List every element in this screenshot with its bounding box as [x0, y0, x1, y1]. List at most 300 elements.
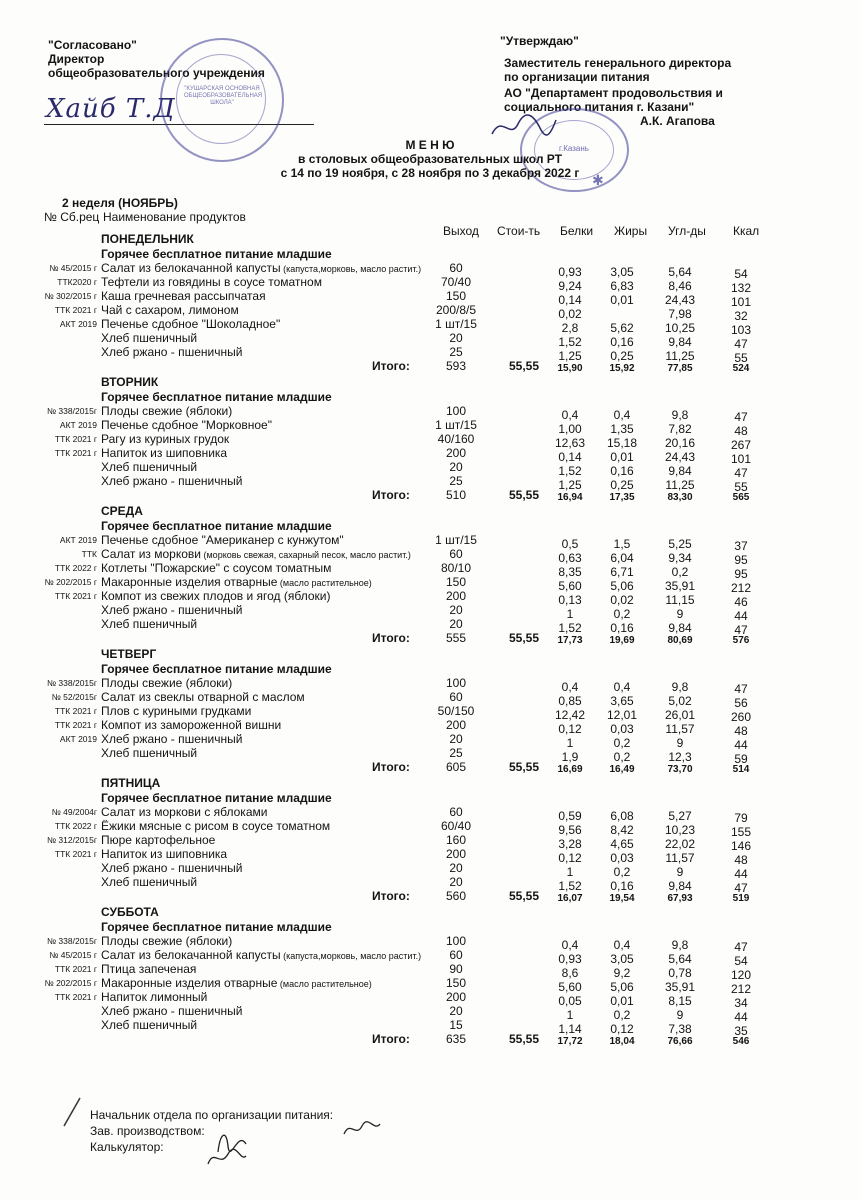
dish-note: (капуста,морковь, масло растит.) [280, 264, 422, 274]
portion-out: 20 [449, 603, 463, 617]
recipe-ref: № 45/2015 г [49, 263, 97, 273]
kcal-value: 212 [730, 581, 752, 595]
recipe-ref: ТТК 2021 г [54, 849, 97, 859]
fats-value: 5,06 [610, 980, 634, 994]
approval-left-role: Директор [48, 52, 105, 66]
carbs-value: 9,84 [668, 879, 692, 893]
day-row [0, 647, 860, 661]
fats-value: 0,2 [613, 750, 631, 764]
fats-value: 15,18 [606, 436, 638, 450]
dish-name [101, 704, 251, 719]
footer-signature-1-icon [340, 1116, 384, 1142]
footer-signature-3-icon [204, 1144, 250, 1172]
recipe-ref: ТТК 2021 г [54, 720, 97, 730]
carbs-value: 9,84 [668, 335, 692, 349]
dish-name-text: Чай с сахаром, лимоном [101, 303, 239, 317]
portion-out: 25 [449, 345, 463, 359]
dish-name-text: Салат из моркови [101, 547, 201, 561]
dish-name-text: Напиток из шиповника [101, 446, 228, 460]
total-kcal: 519 [732, 893, 750, 904]
fats-value: 0,01 [610, 293, 634, 307]
recipe-ref: № 49/2004г [51, 807, 97, 817]
dish-note: (масло растительное) [277, 578, 372, 588]
kcal-value: 155 [730, 825, 752, 839]
dish-name [101, 861, 242, 876]
dish-name-text: Хлеб пшеничный [101, 875, 198, 889]
page-subtitle: в столовых общеобразовательных школ РТ [298, 152, 562, 166]
carbs-value: 11,25 [665, 349, 695, 363]
dish-name-text: Напиток из шиповника [101, 847, 228, 861]
total-carbs: 73,70 [667, 764, 693, 775]
recipe-ref: ТТК 2021 г [54, 434, 97, 444]
dish-name [101, 547, 411, 562]
approval-right-role: Заместитель генерального директора [504, 56, 732, 70]
fats-value: 0,16 [610, 879, 634, 893]
menu-item-row [0, 575, 860, 595]
col-carbs: Угл-ды [668, 224, 706, 238]
menu-item-row [0, 289, 860, 309]
carbs-value: 9 [676, 607, 684, 621]
kcal-value: 44 [734, 609, 748, 623]
proteins-value: 1,25 [558, 478, 582, 492]
day-row [0, 232, 860, 246]
portion-out: 20 [449, 617, 463, 631]
dish-name [101, 261, 421, 276]
portion-out: 1 шт/15 [435, 317, 477, 331]
dish-name [101, 345, 242, 360]
portion-out: 200 [445, 718, 467, 732]
carbs-value: 7,82 [668, 422, 692, 436]
total-fats: 18,04 [609, 1036, 635, 1047]
footer-calculator: Калькулятор: [90, 1140, 164, 1154]
dish-name-text: Хлеб ржано - пшеничный [101, 474, 243, 488]
portion-out: 1 шт/15 [435, 418, 477, 432]
dish-name [101, 474, 242, 489]
total-cost: 55,55 [508, 889, 540, 903]
carbs-value: 9,84 [668, 464, 692, 478]
total-fats: 17,35 [609, 492, 635, 503]
proteins-value: 0,12 [558, 722, 582, 736]
dish-name [101, 418, 272, 433]
portion-out: 60/40 [440, 819, 472, 833]
proteins-value: 0,4 [561, 408, 579, 422]
dish-name-text: Печенье сдобное "Шоколадное" [101, 317, 281, 331]
fats-value: 0,03 [610, 722, 634, 736]
section-title: Горячее бесплатное питание младшие [101, 519, 332, 533]
menu-item-row [0, 418, 860, 438]
fats-value: 9,2 [613, 966, 631, 980]
proteins-value: 0,14 [558, 450, 582, 464]
day-row [0, 905, 860, 919]
proteins-value: 1 [566, 607, 574, 621]
dish-name [101, 561, 331, 576]
menu-item-row [0, 704, 860, 724]
portion-out: 150 [445, 976, 467, 990]
proteins-value: 0,93 [558, 265, 582, 279]
proteins-value: 0,93 [558, 952, 582, 966]
carbs-value: 5,64 [668, 265, 692, 279]
dish-name-text: Ёжики мясные с рисом в соусе томатном [101, 819, 331, 833]
fats-value: 3,05 [610, 265, 634, 279]
portion-out: 100 [445, 934, 467, 948]
kcal-value: 32 [734, 309, 748, 323]
fats-value: 0,4 [613, 680, 631, 694]
carbs-value: 22,02 [664, 837, 696, 851]
proteins-value: 1,14 [558, 1022, 582, 1036]
dish-name-text: Хлеб ржано - пшеничный [101, 861, 243, 875]
left-signature-script: Хайб Т.Д [46, 94, 176, 124]
proteins-value: 0,02 [558, 307, 582, 321]
kcal-value: 47 [734, 881, 748, 895]
approval-right-org1: по организации питания [504, 70, 650, 84]
kcal-value: 47 [734, 410, 748, 424]
carbs-value: 0,2 [671, 565, 689, 579]
footer-production-head: Зав. производством: [90, 1124, 205, 1138]
proteins-value: 0,63 [558, 551, 582, 565]
carbs-value: 20,16 [664, 436, 696, 450]
kcal-value: 37 [734, 539, 748, 553]
dish-name [101, 603, 242, 618]
dish-name [101, 331, 197, 346]
total-row [0, 889, 860, 903]
menu-item-row [0, 676, 860, 696]
dish-name-text: Компот из свежих плодов и ягод (яблоки) [101, 589, 331, 603]
day-title: ПОНЕДЕЛЬНИК [101, 232, 194, 246]
portion-out: 50/150 [437, 704, 475, 718]
kcal-value: 47 [734, 623, 748, 637]
approval-right-title: "Утверждаю" [500, 34, 579, 48]
portion-out: 200 [445, 589, 467, 603]
fats-value: 0,03 [610, 851, 634, 865]
carbs-value: 9,8 [671, 938, 689, 952]
portion-out: 150 [445, 289, 467, 303]
carbs-value: 35,91 [664, 980, 696, 994]
carbs-value: 8,15 [668, 994, 692, 1008]
fats-value: 6,08 [610, 809, 634, 823]
portion-out: 25 [449, 474, 463, 488]
school-stamp-text: "КУШАРСКАЯ ОСНОВНАЯ ОБЩЕОБРАЗОВАТЕЛЬНАЯ ШКОЛА" [184, 86, 263, 106]
carbs-value: 9 [676, 736, 684, 750]
section-row [0, 390, 860, 404]
day-title: СУББОТА [101, 905, 159, 919]
dish-name-text: Плоды свежие (яблоки) [101, 934, 233, 948]
total-proteins: 17,72 [557, 1036, 583, 1047]
total-label: Итого: [372, 631, 410, 645]
menu-item-row [0, 962, 860, 982]
kcal-value: 54 [734, 954, 748, 968]
dish-name-text: Хлеб пшеничный [101, 746, 198, 760]
proteins-value: 3,28 [558, 837, 582, 851]
kcal-value: 101 [730, 452, 752, 466]
proteins-value: 0,12 [558, 851, 582, 865]
portion-out: 200 [445, 446, 467, 460]
recipe-ref: АКТ 2019 [59, 734, 97, 744]
fats-value: 0,12 [610, 1022, 634, 1036]
dish-name-text: Салат из белокачанной капусты [101, 948, 281, 962]
recipe-ref: № 338/2015г [46, 678, 97, 688]
dish-name [101, 805, 267, 820]
menu-item-row [0, 805, 860, 825]
fats-value: 0,4 [613, 938, 631, 952]
carbs-value: 11,57 [665, 851, 695, 865]
col-cost: Стои-ть [497, 224, 541, 238]
dish-name-text: Печенье сдобное "Морковное" [101, 418, 272, 432]
total-proteins: 15,90 [557, 363, 583, 374]
portion-out: 90 [449, 962, 463, 976]
total-label: Итого: [372, 1032, 410, 1046]
recipe-ref: АКТ 2019 [59, 535, 97, 545]
recipe-ref: № 45/2015 г [49, 950, 97, 960]
proteins-value: 0,13 [558, 593, 582, 607]
kcal-value: 267 [730, 438, 752, 452]
fats-value: 3,65 [610, 694, 634, 708]
menu-item-row [0, 833, 860, 853]
carbs-value: 7,98 [668, 307, 692, 321]
menu-item-row [0, 1018, 860, 1038]
total-cost: 55,55 [508, 760, 540, 774]
fats-value: 0,25 [610, 349, 634, 363]
total-carbs: 77,85 [667, 363, 693, 374]
portion-out: 60 [449, 690, 463, 704]
dish-name [101, 617, 197, 632]
kcal-value: 35 [734, 1024, 748, 1038]
dish-name [101, 446, 227, 461]
total-row [0, 359, 860, 373]
day-title: СРЕДА [101, 504, 143, 518]
kcal-value: 44 [734, 867, 748, 881]
fats-value: 1,5 [613, 537, 631, 551]
star-icon: ✱ [592, 172, 604, 188]
fats-value: 6,83 [610, 279, 634, 293]
section-row [0, 662, 860, 676]
total-proteins: 16,94 [557, 492, 583, 503]
day-row [0, 504, 860, 518]
recipe-ref: ТТК [81, 549, 97, 559]
fats-value: 6,04 [610, 551, 634, 565]
total-row [0, 488, 860, 502]
total-kcal: 514 [732, 764, 750, 775]
dish-name [101, 875, 197, 890]
col-kcal: Ккал [733, 224, 760, 238]
menu-item-row [0, 303, 860, 323]
total-row [0, 631, 860, 645]
total-carbs: 76,66 [667, 1036, 693, 1047]
menu-item-row [0, 275, 860, 295]
total-out: 593 [445, 359, 467, 373]
kcal-value: 95 [734, 553, 748, 567]
dish-name-text: Салат из белокачанной капусты [101, 261, 281, 275]
proteins-value: 1,52 [558, 335, 582, 349]
fats-value: 5,62 [610, 321, 634, 335]
dish-name-text: Хлеб пшеничный [101, 460, 198, 474]
dish-name-text: Хлеб пшеничный [101, 1018, 198, 1032]
kcal-value: 95 [734, 567, 748, 581]
fats-value: 3,05 [610, 952, 634, 966]
dish-name [101, 962, 196, 977]
carbs-value: 9 [676, 865, 684, 879]
fats-value: 8,42 [610, 823, 634, 837]
menu-item-row [0, 345, 860, 365]
recipe-ref: ТТК2020 г [57, 277, 97, 287]
menu-item-row [0, 331, 860, 351]
day-row [0, 776, 860, 790]
section-title: Горячее бесплатное питание младшие [101, 662, 332, 676]
total-kcal: 546 [732, 1036, 750, 1047]
dish-name-text: Плоды свежие (яблоки) [101, 404, 233, 418]
total-out: 560 [445, 889, 467, 903]
portion-out: 20 [449, 331, 463, 345]
proteins-value: 1 [566, 865, 574, 879]
day-title: ЧЕТВЕРГ [101, 647, 157, 661]
menu-item-row [0, 990, 860, 1010]
proteins-value: 1 [566, 1008, 574, 1022]
dish-name [101, 746, 197, 761]
col-name: Наименование продуктов [103, 210, 246, 224]
company-stamp-text: г.Казань [559, 144, 589, 153]
fats-value: 0,2 [613, 607, 631, 621]
carbs-value: 5,64 [668, 952, 692, 966]
proteins-value: 0,85 [558, 694, 582, 708]
dish-name [101, 460, 197, 475]
dish-name [101, 990, 207, 1005]
section-row [0, 247, 860, 261]
proteins-value: 0,5 [561, 537, 579, 551]
recipe-ref: № 312/2015г [46, 835, 97, 845]
proteins-value: 1,00 [558, 422, 582, 436]
dish-name [101, 833, 215, 848]
dish-name [101, 303, 239, 318]
total-kcal: 565 [732, 492, 750, 503]
dish-name-text: Хлеб ржано - пшеничный [101, 1004, 243, 1018]
dish-name-text: Хлеб ржано - пшеничный [101, 732, 243, 746]
total-label: Итого: [372, 488, 410, 502]
dish-name [101, 847, 227, 862]
carbs-value: 5,02 [668, 694, 692, 708]
dish-name-text: Хлеб ржано - пшеничный [101, 345, 243, 359]
carbs-value: 11,15 [665, 593, 695, 607]
menu-item-row [0, 1004, 860, 1024]
kcal-value: 34 [734, 996, 748, 1010]
proteins-value: 9,24 [558, 279, 582, 293]
portion-out: 80/10 [440, 561, 472, 575]
portion-out: 200 [445, 990, 467, 1004]
approval-left-title: "Согласовано" [48, 38, 137, 52]
menu-item-row [0, 976, 860, 996]
fats-value: 4,65 [610, 837, 634, 851]
total-out: 555 [445, 631, 467, 645]
recipe-ref: ТТК 2022 г [54, 821, 97, 831]
total-kcal: 576 [732, 635, 750, 646]
dish-name-text: Каша гречневая рассыпчатая [101, 289, 266, 303]
kcal-value: 56 [734, 696, 748, 710]
dish-name [101, 976, 372, 991]
menu-item-row [0, 948, 860, 968]
portion-out: 100 [445, 404, 467, 418]
portion-out: 200/8/5 [435, 303, 477, 317]
fats-value: 6,71 [610, 565, 634, 579]
portion-out: 20 [449, 861, 463, 875]
section-title: Горячее бесплатное питание младшие [101, 791, 332, 805]
proteins-value: 0,59 [558, 809, 582, 823]
dish-name-text: Салат из моркови с яблоками [101, 805, 268, 819]
section-title: Горячее бесплатное питание младшие [101, 920, 332, 934]
recipe-ref: № 202/2015 г [44, 577, 97, 587]
dish-name [101, 275, 322, 290]
proteins-value: 0,4 [561, 938, 579, 952]
proteins-value: 8,35 [558, 565, 582, 579]
total-row [0, 1032, 860, 1046]
proteins-value: 1,9 [561, 750, 579, 764]
section-row [0, 920, 860, 934]
proteins-value: 0,4 [561, 680, 579, 694]
recipe-ref: № 202/2015 г [44, 978, 97, 988]
total-fats: 16,49 [609, 764, 635, 775]
fats-value: 0,2 [613, 1008, 631, 1022]
menu-item-row [0, 446, 860, 466]
carbs-value: 10,23 [664, 823, 696, 837]
portion-out: 20 [449, 732, 463, 746]
dish-name [101, 289, 266, 304]
dish-name [101, 1004, 242, 1019]
carbs-value: 24,43 [664, 293, 696, 307]
carbs-value: 35,91 [664, 579, 696, 593]
dish-note: (морковь свежая, сахарный песок, масло растит.) [201, 550, 411, 560]
recipe-ref: № 338/2015г [46, 936, 97, 946]
approval-right-org2: АО "Департамент продовольствия и [504, 86, 723, 100]
recipe-ref: № 52/2015г [51, 692, 97, 702]
kcal-value: 46 [734, 595, 748, 609]
proteins-value: 0,05 [558, 994, 582, 1008]
kcal-value: 48 [734, 424, 748, 438]
col-proteins: Белки [560, 224, 594, 238]
recipe-ref: ТТК 2021 г [54, 305, 97, 315]
carbs-value: 5,25 [668, 537, 692, 551]
menu-item-row [0, 847, 860, 867]
day-row [0, 375, 860, 389]
portion-out: 200 [445, 847, 467, 861]
portion-out: 60 [449, 805, 463, 819]
proteins-value: 1,52 [558, 621, 582, 635]
carbs-value: 9 [676, 1008, 684, 1022]
total-carbs: 67,93 [667, 893, 693, 904]
dish-note: (масло растительное) [277, 979, 372, 989]
total-kcal: 524 [732, 363, 750, 374]
menu-item-row [0, 533, 860, 553]
fats-value: 0,2 [613, 865, 631, 879]
carbs-value: 26,01 [664, 708, 696, 722]
col-out: Выход [443, 224, 479, 238]
menu-item-row [0, 819, 860, 839]
kcal-value: 47 [734, 940, 748, 954]
dish-name-text: Хлеб пшеничный [101, 617, 198, 631]
dish-name-text: Печенье сдобное "Американер с кунжутом" [101, 533, 344, 547]
menu-item-row [0, 617, 860, 637]
portion-out: 20 [449, 1004, 463, 1018]
footer-mark-icon [58, 1094, 88, 1130]
approval-right-org3: социального питания г. Казани" [504, 100, 695, 114]
kcal-value: 48 [734, 853, 748, 867]
total-carbs: 80,69 [667, 635, 693, 646]
dish-name-text: Плоды свежие (яблоки) [101, 676, 233, 690]
menu-item-row [0, 432, 860, 452]
carbs-value: 9,34 [668, 551, 692, 565]
proteins-value: 12,63 [554, 436, 586, 450]
menu-item-row [0, 732, 860, 752]
recipe-ref: ТТК 2022 г [54, 563, 97, 573]
dish-name-text: Плов с куриными грудками [101, 704, 252, 718]
menu-item-row [0, 317, 860, 337]
dish-name-text: Птица запеченая [101, 962, 197, 976]
